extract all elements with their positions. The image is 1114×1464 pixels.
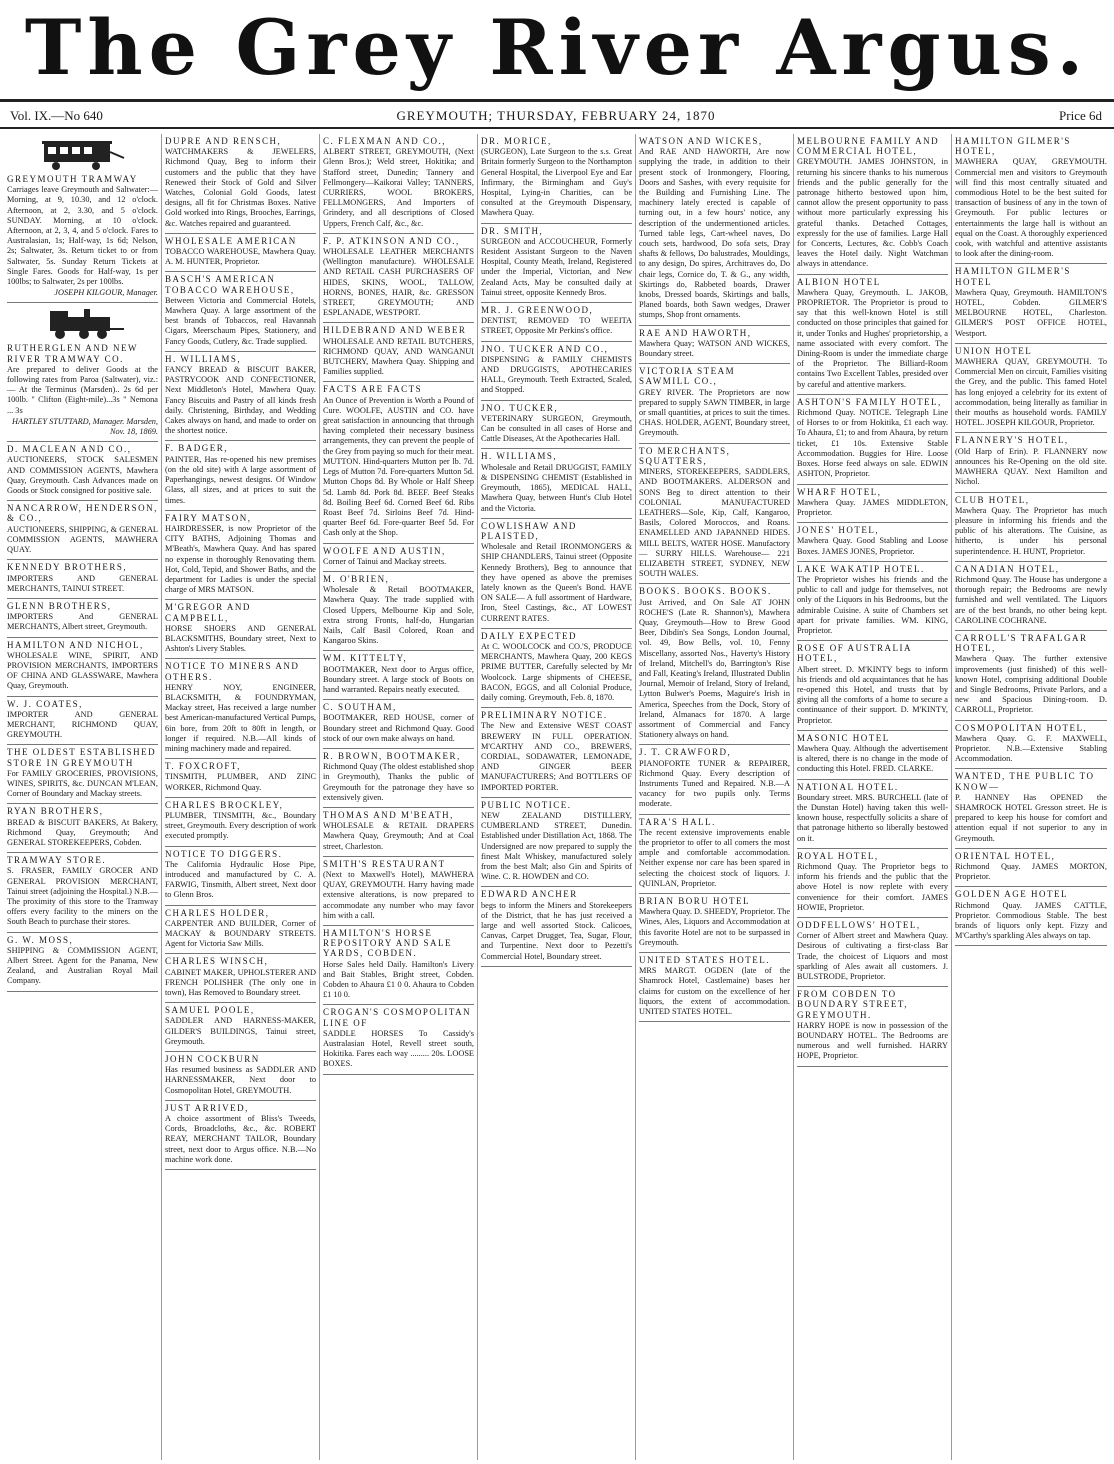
advertisement-heading: WM. KITTELTY,	[323, 653, 408, 664]
advertisement	[165, 954, 316, 1003]
advertisement-body: The Proprietor wishes his friends and the public to call and judge for themselves, not only of the Liquors in his Bedrooms, but the admirable Cuisine. A suite of Chambers set apart for private families. WM. KING, Proprietor.	[797, 574, 948, 635]
advertisement-body: Mawhera Quay. D. SHEEDY, Proprietor. The Wines, Ales, Liquors and Accommodation at this favorite Hotel are not to be surpassed in Greymouth.	[639, 907, 791, 947]
advertisement-body: Richmond Quay. JAMES CATTLE, Proprietor. Commodious Stable. The best brands of liquors only kept. Fizzy and M'Carthy's sparkling Ales always on tap.	[955, 900, 1107, 941]
advertisement-body: CABINET MAKER, UPHOLSTERER AND FRENCH POLISHER (The only one in town), Has Removed to Boundary street.	[165, 967, 316, 998]
advertisement	[797, 641, 948, 731]
advertisement	[7, 303, 158, 442]
advertisement-heading: DR. MORICE,	[481, 136, 552, 146]
advertisement	[955, 721, 1107, 770]
advertisement-body: WHOLESALE & RETAIL DRAPERS Mawhera Quay, Greymouth; And at Coal street, Charleston.	[323, 821, 474, 851]
advertisement-body: P. HANNEY Has OPENED the SHAMROCK HOTEL Gresson street. He is prepared to keep his house for comfort and attention equal if not superior to any in Greymouth.	[955, 792, 1107, 843]
advertisement-body: Richmond Quay. The Proprietor begs to inform his friends and the public that the above Hotel is now replete with every convenience for their comfort. JAMES HOWIE, Proprietor.	[797, 862, 948, 912]
advertisement-heading: NOTICE TO MINERS AND OTHERS.	[165, 661, 300, 682]
advertisement-body: IMPORTER AND GENERAL MERCHANT, RICHMOND QUAY, GREYMOUTH.	[7, 709, 158, 740]
column-4	[478, 134, 636, 1460]
dateline-rule	[0, 127, 1114, 129]
advertisement-heading: ROYAL HOTEL,	[797, 850, 879, 861]
advertisement-body: Wholesale and Retail DRUGGIST, FAMILY & DISPENSING CHEMIST (Established in Greymouth, 1865), MEDICAL HALL, Mawhera Quay, between Hunt's Club Hotel and the Victoria.	[481, 462, 632, 513]
advertisement-heading: ASHTON'S FAMILY HOTEL,	[797, 396, 942, 407]
advertisement-body: HAIRDRESSER, is now Proprietor of the CITY BATHS, Adjoining Thomas and M'Beath's, Mawhera Quay. And has spared no expense in thoroughly Renovating them. Hot, Cold, Tepid, and Shower Baths, and the department for Ladies is under the special charge of MRS MATSON.	[165, 523, 316, 595]
advertisement-body: Richmond Quay (The oldest established shop in Greymouth), Thanks the public of Greymouth for the patronage they have so extensively given.	[323, 762, 474, 802]
advertisement-heading: J. T. CRAWFORD,	[639, 747, 732, 758]
advertisement-heading: MELBOURNE FAMILY AND COMMERCIAL HOTEL,	[797, 136, 940, 157]
advertisement-heading: SMITH'S RESTAURANT	[323, 858, 446, 869]
advertisement-body: MRS MARGT. OGDEN (late of the Shamrock Hotel, Castlemaine) bases her claims for custom on the excellence of her liquors, the extent of accommodation. UNITED STATES HOTEL.	[639, 966, 790, 1017]
advertisement-body: GREY RIVER. The Proprietors are now prepared to supply SAWN TIMBER, in large or small quantities, at prices to suit the times. CHAS. HOLDER, AGENT, Boundary street, Greymouth.	[639, 387, 790, 438]
advertisement-body: MAWHERA QUAY, GREYMOUTH. Commercial men and visitors to Greymouth will find this most centrally situated and commodious Hotel to be the best suited for transaction of business of any in the town of Greymouth. For public lectures or entertainments the large hall is without an equal on the Coast. A thoroughly experienced cook, with watchful and attentive assistants to look after the dining-room.	[955, 157, 1107, 259]
advertisement	[481, 519, 632, 629]
advertisement-heading: TARA'S HALL.	[639, 816, 716, 827]
advertisement	[797, 918, 948, 987]
advertisement-heading: T. FOXCROFT,	[165, 761, 241, 772]
advertisement	[7, 853, 158, 932]
advertisement	[481, 401, 632, 450]
advertisement-body: Mawhera Quay. G. F. MAXWELL, Proprietor. N.B.—Extensive Stabling Accommodation.	[955, 733, 1107, 764]
advertisement-body: SURGEON and ACCOUCHEUR, Formerly Resident Assistant Surgeon to the Naven Hospital, County Meath, Ireland, Registered under the Imperial, Victorian, and New Zealand Acts, May be consulted daily at Tainui street, opposite Kennedy Bros.	[481, 236, 632, 297]
advertisement	[955, 631, 1107, 721]
advertisement	[481, 303, 632, 342]
advertisement-heading: COWLISHAW AND PLAISTED,	[481, 520, 577, 541]
advertisement-heading: LAKE WAKATIP HOTEL.	[797, 563, 925, 574]
advertisement	[955, 849, 1107, 888]
advertisement-body: Between Victoria and Commercial Hotels, Mawhera Quay. A large assortment of the best brands of Tobaccos, real Havannah Cigars, Meerschaum Pipes, Stationery, and Fancy Goods, Cutlery, &c. Trade supplied.	[165, 295, 316, 346]
advertisement-body: Mawhera Quay. The further extensive improvements (just finished) of this well-known Hotel, comprising additional Double and Single Bedrooms, Private Parlors, and a new and Spacious Dining-room. D. CARROLL, Proprietor.	[955, 654, 1107, 715]
advertisement-body: And RAE AND HAWORTH, Are now supplying the trade, in addition to their present stock of Ironmongery, Flooring, Doors and Sashes, with every requisite for the Building and Furnishing Line. The machinery lately erected is capable of turning out, in a few hours' notice, any description of the undermentioned articles. Turned table legs, Cart-wheel naves, Do couch sets, hardwood, Do sofa sets, Dray shafts & fellows, Do balustrades, Mouldings, to any design, Do spires, Architraves do, Do chair legs, Cornice do, T. & G., any width, Skirtings do, Rabbeted boards, Drawer knobs, Dressed boards, Skirtings and balls, Planed boards, both Sawn wedges, Drawer stumps, Shop front ornaments.	[639, 147, 790, 320]
advertisement-heading: WANTED, THE PUBLIC TO KNOW—	[955, 771, 1095, 792]
advertisement-heading: F. P. ATKINSON AND CO.,	[323, 235, 460, 246]
advertisement-body: PAINTER, Has re-opened his new premises (on the old site) with A large assortment of Paperhangings, newest designs. Of Window Glass, all sizes, and at prices to suit the times.	[165, 454, 316, 505]
advertisement-heading: MASONIC HOTEL	[797, 732, 890, 743]
advertisement-heading: NOTICE TO DIGGERS.	[165, 848, 283, 859]
advertisement-heading: M. O'BRIEN,	[323, 573, 390, 584]
advertisement-heading: R. BROWN, BOOTMAKER,	[323, 750, 461, 761]
advertisement	[165, 1003, 316, 1052]
advertisement-signature: HARTLEY STUTTARD, Manager. Marsden, Nov. 18, 1869.	[12, 416, 158, 437]
advertisement	[323, 749, 474, 808]
advertisement-body: BOOTMAKER, RED HOUSE, corner of Boundary street and Richmond Quay. Good stock of our own make always on hand.	[323, 713, 474, 743]
advertisement	[165, 441, 316, 510]
advertisement-heading: COSMOPOLITAN HOTEL,	[955, 722, 1088, 733]
advertisement	[481, 708, 632, 798]
advertisement-heading: FROM COBDEN TO BOUNDARY STREET, GREYMOUTH.	[797, 989, 909, 1020]
advertisement	[165, 134, 316, 234]
advertisement	[165, 798, 316, 847]
advertisement-heading: G. W. MOSS,	[7, 934, 74, 945]
advertisement-body: Wholesale & Retail BOOTMAKER, Mawhera Quay. The trade supplied with Closed Uppers, Melbourne Kip and Sole, extra strong Fronts, half-do, Hungarian Nails, Calf Basil Colored, Roan and Kangaroo Skins.	[323, 585, 474, 646]
advertisement-body: Corner of Tainui and Mackay streets.	[323, 556, 447, 566]
advertisement-heading: WHOLESALE AMERICAN	[165, 235, 297, 246]
advertisement-heading: M'GREGOR AND CAMPBELL,	[165, 602, 251, 623]
advertisement-heading: JNO. TUCKER,	[481, 402, 559, 413]
advertisement	[7, 697, 158, 746]
advertisement-body: (Old Harp of Erin). P. FLANNERY now announces his Re-Opening on the old site. MAWHERA QUAY. Next Hamilton and Nichol.	[955, 446, 1107, 487]
advertisement	[797, 731, 948, 780]
advertisement-body: Just Arrived, and On Sale AT JOHN ROCHE'S (Late R. Shannon's), Mawhera Quay, Greymouth—How to Brew Good Beer, Dibdin's Sea Songs, London Journal, vol. 49, Bow Bells, vol. 10, Fenny Miscellany, assorted Nos., Haverty's History of Ireland, Mitchell's do, Barrington's Rise and Fall, Keating's Ireland, Illustrated Dublin Journal, Memoir of Ireland, Story of Ireland, Lytton Bulwer's Poems, Maguire's Irish in America, Speeches from the Dock, Story of Ireland, Almanacs for 1870. A large assortment of Commercial and Fancy Stationery always on hand.	[639, 597, 790, 740]
advertisement-heading: JOHN COCKBURN	[165, 1054, 260, 1065]
advertisement-heading: WATSON AND WICKES,	[639, 136, 763, 146]
advertisement	[797, 275, 948, 395]
advertisement	[639, 364, 790, 443]
advertisement-body: BREAD & BISCUIT BAKERS, At Bakery, Richmond Quay, Greymouth; And GENERAL STOREKEEPERS, Cobden.	[7, 817, 158, 847]
advertisement	[797, 987, 948, 1066]
advertisement-heading: FLANNERY'S HOTEL,	[955, 435, 1069, 446]
advertisement-heading: CHARLES BROCKLEY,	[165, 799, 284, 810]
advertisement	[797, 134, 948, 275]
advertisement-body: The New and Extensive WEST COAST BREWERY IN FULL OPERATION. M'CARTHY AND CO., BREWERS, CORDIAL, SODAWATER, LEMONADE, AND GINGER BEER MANUFACTURERS; And BOTTLERS OF IMPORTED PORTER.	[481, 721, 632, 792]
advertisement-body: HENRY NOY, ENGINEER, BLACKSMITH, & FOUNDRYMAN, Mackay street, Has received a large number best American-manufactured Vertical Pumps, 6in bore, from 20ft to 80ft in length, or longer if required. N.B.—All kinds of mining machinery made and repaired.	[165, 682, 316, 753]
advertisement-heading: F. BADGER,	[165, 443, 229, 454]
advertisement-body: NEW ZEALAND DISTILLERY, CUMBERLAND STREET, Dunedin. Established under Distillation Act, 1868. The Undersigned are now prepared to supply the finest Malt Whiskey, manufactured solely from the best Malt; also Gin and Spirits of Wine. C. R. HOWDEN and CO.	[481, 810, 632, 882]
column-2	[162, 134, 320, 1460]
advertisement	[7, 501, 158, 560]
advertisement-body: begs to inform the Miners and Storekeepers of the District, that he has just received a large and well assorted Stock. Calicoes, Canvas, Carpet Drugget, Tea, Sugar, Flour, and Turpentine. Next door to Pezetti's Commercial Hotel, Boundary street.	[481, 900, 632, 961]
column-6	[794, 134, 952, 1460]
masthead-rule	[0, 99, 1114, 102]
advertisement-heading: DUPRE AND RENSCH,	[165, 136, 282, 146]
advertisement	[955, 264, 1107, 343]
advertisement	[165, 759, 316, 798]
advertisement-body: VETERINARY SURGEON, Greymouth, Can be consulted in all cases of Horse and Cattle Diseases, At the Apothecaries Hall.	[481, 413, 632, 444]
advertisement	[639, 444, 790, 585]
advertisement-body: Mawhera Quay. Although the advertisement is altered, there is no change in the mode of conducting this Hotel. FRED. CLARKE.	[797, 743, 948, 774]
advertisement-heading: JUST ARRIVED,	[165, 1102, 249, 1113]
advertisement-heading: KENNEDY BROTHERS,	[7, 562, 128, 573]
advertisement	[7, 599, 158, 638]
advertisement-body: WHOLESALE LEATHER MERCHANTS (Wellington manufacture). WHOLESALE AND RETAIL CASH PURCHASERS OF HIDES, SKINS, WOOL, TALLOW, HORNS, BONES, HAIR, &c. GRESSON STREET, GREYMOUTH; AND ESPLANADE, WESTPORT.	[323, 247, 474, 318]
advertisement	[165, 1052, 316, 1101]
advertisement	[7, 442, 158, 501]
advertisement	[955, 769, 1107, 848]
advertisement	[165, 847, 316, 906]
advertisement-heading: NATIONAL HOTEL.	[797, 781, 899, 792]
advertisement-heading: RYAN BROTHERS,	[7, 806, 104, 817]
advertisement	[639, 745, 790, 814]
advertisement-heading: ROSE OF AUSTRALIA HOTEL,	[797, 643, 912, 664]
advertisement-heading: CLUB HOTEL,	[955, 494, 1030, 505]
locomotive-icon	[38, 307, 128, 341]
advertisement	[639, 134, 790, 326]
advertisement-heading: UNITED STATES HOTEL.	[639, 955, 771, 966]
advertisement-heading: HILDEBRAND AND WEBER	[323, 325, 467, 336]
advertisement	[7, 745, 158, 804]
column-7	[952, 134, 1110, 1460]
column-3	[320, 134, 478, 1460]
advertisement-body: Mawhera Quay, Greymouth. L. JAKOB, PROPRIETOR. The Proprietor is proud to say that this well-known Hotel is still conducted on those principles that gained for it, under Tonks and Hughes' proprietorship, a name associated with every comfort. The Dining-Room is under the immediate charge of the Proprietor. The Billiard-Room contains Two Excellent Tables, presided over by careful and attentive markers.	[797, 287, 948, 389]
advertisement-body: (Next to Maxwell's Hotel), MAWHERA QUAY, GREYMOUTH. Harry having made extensive alterations, is now prepared to accommodate any number who may favor him with a call.	[323, 870, 474, 920]
advertisement-heading: W. J. COATES,	[7, 698, 83, 709]
advertisement	[165, 659, 316, 759]
advertisement-heading: JONES' HOTEL,	[797, 525, 880, 536]
advertisement-body: An Ounce of Prevention is Worth a Pound of Cure. WOOLFE, AUSTIN and CO. have great satisfaction in announcing that through having completed their necessary business arrangements, they can prevent the people of the Grey from paying so much for their meat. MUTTON. Hind-quarters Mutton per lb. 7d. Legs of Mutton 7d. Fore-quarters Mutton 5d. Mutton Chops 8d. By Whole or Half Sheep 5d. Lamb 8d. Pork 8d. BEEF. Beef Steaks 8d. Boiling Beef 6d. Corned Beef 6d. Ribs Roast Beef 7d. Sirloins Beef 7d. Hind-quarter Beef 6d. Fore-quarter Beef 5d. For Cash only at the Shop.	[323, 395, 474, 538]
advertisement	[639, 584, 790, 745]
advertisement-body: Boundary street. MRS. BURCHELL (late of the Dunstan Hotel) having taken this well-known house, respectfully solicits a share of that patronage hitherto so liberally bestowed on it.	[797, 792, 948, 843]
advertisement-heading: TRAMWAY STORE.	[7, 855, 107, 866]
advertisement	[323, 651, 474, 700]
advertisement	[481, 887, 632, 966]
advertisement-heading: WHARF HOTEL,	[797, 486, 882, 497]
advertisement-heading: TO MERCHANTS, SQUATTERS,	[639, 445, 731, 466]
advertisement-heading: CANADIAN HOTEL,	[955, 563, 1060, 574]
advertisement-body: Corner of Albert street and Mawhera Quay. Desirous of cultivating a first-class Bar Trade, the choicest of Liquors and most sparkling of Ales await all customers. J. BULSTRODE, Proprietor.	[797, 931, 948, 982]
advertisement-heading: DAILY EXPECTED	[481, 630, 578, 641]
advertisement-body: Mawhera Quay; WATSON AND WICKES, Boundary street.	[639, 338, 790, 359]
advertisement	[7, 134, 158, 303]
advertisement-heading: EDWARD ANCHER	[481, 889, 578, 900]
advertisement-heading: JNO. TUCKER AND CO.,	[481, 343, 609, 354]
advertisement-body: At C. WOOLCOCK and CO.'S, PRODUCE MERCHANTS, Mawhera Quay, 200 KEGS PRIME BUTTER, Carefully selected by Mr Woolcock. Large shipments of CHEESE, BACON, EGGS, and all Colonial Produce, daily coming. Greymouth, Feb. 8, 1870.	[481, 641, 632, 702]
advertisement-body: TINSMITH, PLUMBER, AND ZINC WORKER, Richmond Quay.	[165, 772, 316, 792]
advertisement-body: Wholesale and Retail IRONMONGERS & SHIP CHANDLERS, Tainui street (Opposite Kennedy Brothers), Beg to announce that they have opened as above the premises lately known as the Queen's Bond. HAVE ON SALE— A full assortment of Hardware, Iron, Steel Castings, &c., AT LOWEST CURRENT RATES.	[481, 542, 632, 623]
advertisement	[797, 562, 948, 641]
advertisement-body: S. FRASER, FAMILY GROCER AND GENERAL PROVISION MERCHANT, Tainui street (adjoining the Hospital.) N.B.—The proximity of this store to the Tramway offers every facility to the miners on the South Beach to purchase their stores.	[7, 866, 158, 927]
advertisement-body: SADDLE HORSES To Cassidy's Australasian Hotel, Revell street south, Hokitika. Fares each way ......... 20s. LOOSE BOXES.	[323, 1028, 474, 1069]
advertisement-heading: CARROLL'S TRAFALGAR HOTEL,	[955, 632, 1088, 654]
advertisement	[481, 134, 632, 224]
newspaper-title: The Grey River Argus.	[24, 3, 1090, 92]
advertisement-body: (SURGEON), Late Surgeon to the s.s. Great Britain formerly Surgeon to the Northampton General Hospital, the Liverpool Eye and Ear Infirmary, the Birmingham and Guy's Hospital, Lying-in Charities, can be consulted at the Greymouth Dispensary, Mawhera Quay.	[481, 147, 632, 218]
advertisement	[797, 849, 948, 918]
advertisement	[481, 449, 632, 518]
advertisement-body: MAWHERA QUAY, GREYMOUTH. To Commercial Men on circuit, Families visiting the Grey, and the public. This famed Hotel has long enjoyed a celebrity for its extent of accommodation, being literally as familiar in their mouths as household words. FAMILY HOTEL. JOSEPH KILGOUR, Proprietor.	[955, 357, 1107, 428]
advertisement	[323, 857, 474, 926]
advertisement	[165, 906, 316, 955]
issue-date: GREYMOUTH; THURSDAY, FEBRUARY 24, 1870	[396, 108, 716, 123]
advertisement-heading: HAMILTON GILMER'S HOTEL,	[955, 136, 1071, 157]
advertisement-heading: BASCH'S AMERICAN TOBACCO WAREHOUSE,	[165, 274, 295, 295]
advertisement-heading: WOOLFE AND AUSTIN,	[323, 545, 446, 556]
advertisement-heading: NANCARROW, HENDERSON, & CO.,	[7, 503, 158, 524]
advertisement-heading: SAMUEL POOLE,	[165, 1005, 255, 1016]
column-1	[4, 134, 162, 1460]
advertisement-body: ALBERT STREET, GREYMOUTH, (Next Glenn Bros.); Weld street, Hokitika; and Stafford street, Dunedin; Tannery and Fellmongery—Kaikorai Valley; TANNERS, CURRIERS, WOOL BROKERS, FELLMONGERS, And Importers of Grindery, and all descriptions of Closed Uppers, French Calf, &c., &c.	[323, 147, 474, 228]
advertisement-heading: ALBION HOTEL	[797, 276, 881, 287]
advertisement	[323, 700, 474, 749]
advertisement-body: PLUMBER, TINSMITH, &c., Boundary street, Greymouth. Every description of work executed promptly.	[165, 810, 316, 841]
advertisement-heading: D. MACLEAN AND CO.,	[7, 444, 132, 455]
advertisement-body: WHOLESALE AND RETAIL BUTCHERS, RICHMOND QUAY, AND WANGANUI BUTCHERY, Mawhera Quay. Shipping and Families supplied.	[323, 336, 474, 377]
advertisement-body: Mawhera Quay. Good Stabling and Loose Boxes. JAMES JONES, Proprietor.	[797, 536, 948, 556]
advertisement-heading: C. SOUTHAM,	[323, 702, 397, 713]
advertisement	[323, 234, 474, 324]
advertisement-heading: HAMILTON'S HORSE REPOSITORY AND SALE YARDS, COBDEN.	[323, 928, 453, 959]
advertisement-body: Horse Sales held Daily. Hamilton's Livery and Bait Stables, Bright street, Cobden. Cobden to Ahaura £1 0 0. Ahaura to Cobden £1 10 0.	[323, 959, 474, 1000]
advertisement	[481, 342, 632, 401]
advertisement-body: WATCHMAKERS & JEWELERS, Richmond Quay, Beg to inform their customers and the public that they have Renewed their Stock of Gold and Silver Watches, Colonial Gold Goods, latest designs, all fit for Christmas Boxes. Native Gold worked into Rings, Brooches, Earrings, &c. Watches repaired and guaranteed.	[165, 147, 316, 228]
advertisement-body: Mawhera Quay. The Proprietor has much pleasure in informing his friends and the public of his alterations. The Cuisine, as hitherto, is under his personal superintendence. H. HUNT, Proprietor.	[955, 505, 1107, 556]
advertisement-heading: FAIRY MATSON,	[165, 512, 252, 523]
advertisement-heading: PUBLIC NOTICE.	[481, 799, 572, 810]
advertisement-body: Mawhera Quay. JAMES MIDDLETON, Proprietor.	[797, 497, 948, 517]
advertisement	[323, 572, 474, 651]
volume-number: Vol. IX.—No 640	[10, 108, 103, 123]
advertisement	[797, 780, 948, 849]
advertisement-body: PIANOFORTE TUNER & REPAIRER, Richmond Quay. Every description of Instruments Tuned and Repaired. N.B.—A vacancy for two pupils only. Terms moderate.	[639, 758, 790, 809]
advertisement	[955, 887, 1107, 946]
advertisement	[7, 933, 158, 992]
advertisement	[323, 1005, 474, 1074]
advertisement-heading: MR. J. GREENWOOD,	[481, 305, 594, 316]
advertisement-body: MINERS, STOREKEEPERS, SADDLERS, AND BOOTMAKERS. ALDERSON and SONS Beg to direct attention to their COLONIAL MANUFACTURED LEATHERS—Sole, Kip, Calf, Kangaroo, Basils, Colored Moroccos, and Roans. ENAMELLED AND JAPANNED HIDES. MILL BELTS, WATER HOSE. Manufactory— SURRY HILLS. Warehouse— 221 ELIZABETH STREET, SYDNEY, NEW SOUTH WALES.	[639, 467, 790, 579]
advertisement-heading: THE OLDEST ESTABLISHED STORE IN GREYMOUTH	[7, 747, 157, 768]
advertisement	[955, 433, 1107, 492]
advertisement-heading: PRELIMINARY NOTICE.	[481, 710, 608, 721]
advertisement-body: BOOTMAKER, Next door to Argus office, Boundary street. A large stock of Boots on hand warranted. Repairs neatly executed.	[323, 664, 474, 694]
advertisement-heading: CHARLES HOLDER,	[165, 907, 270, 918]
advertisement	[797, 395, 948, 485]
masthead	[0, 0, 1114, 98]
advertisement	[7, 560, 158, 599]
advertisement-heading: UNION HOTEL	[955, 345, 1033, 356]
advertisement-heading: BRIAN BORU HOTEL	[639, 896, 750, 907]
advertisement	[639, 326, 790, 365]
advertisement-body: Has resumed business as SADDLER AND HARNESSMAKER, Next door to Cosmopolitan Hotel, GREYMOUTH.	[165, 1065, 316, 1095]
advertisement-heading: BOOKS. BOOKS. BOOKS.	[639, 586, 772, 597]
advertisement-body: GREYMOUTH. JAMES JOHNSTON, in returning his sincere thanks to his numerous friends and the public generally for the patronage hitherto bestowed upon him, cannot allow the present opportunity to pass without more particularly expressing his grateful thanks. Detached Cottages, expressly for the use of families. Large Hall for Concerts, Lectures, &c. Cobb's Coach leaves the Hotel daily. Night Watchman always in attendance.	[797, 157, 948, 269]
advertisement-body: TOBACCO WAREHOUSE, Mawhera Quay. A. M. HUNTER, Proprietor.	[165, 247, 316, 267]
tram-carriage-icon	[38, 138, 128, 172]
advertisement	[7, 804, 158, 853]
advertisement-body: The recent extensive improvements enable the proprietor to offer to all comers the most ample and comfortable accommodation. Neither expense nor care has been spared in selecting the choicest stock of liquors. J. QUINLAN, Proprietor.	[639, 827, 790, 888]
advertisement	[639, 815, 790, 894]
advertisement-body: DISPENSING & FAMILY CHEMISTS AND DRUGGISTS, APOTHECARIES HALL, Greymouth. Teeth Extracted, Scaled, and Stopped.	[481, 354, 632, 395]
advertisement	[165, 272, 316, 351]
advertisement-columns	[4, 134, 1110, 1460]
advertisement-body: AUCTIONEERS, SHIPPING, & GENERAL COMMISSION AGENTS, MAWHERA QUAY.	[7, 524, 158, 555]
advertisement	[323, 382, 474, 543]
advertisement	[323, 134, 474, 234]
advertisement	[323, 544, 474, 572]
advertisement-heading: ORIENTAL HOTEL,	[955, 850, 1056, 861]
advertisement-body: WHOLESALE WINE, SPIRIT, AND PROVISION MERCHANTS, IMPORTERS OF CHINA AND GLASSWARE, Mawhera Quay, Greymouth.	[7, 650, 158, 691]
advertisement	[165, 234, 316, 273]
advertisement-heading: CHARLES WINSCH,	[165, 956, 269, 967]
advertisement-heading: HAMILTON GILMER'S HOTEL	[955, 266, 1071, 287]
advertisement-heading: GOLDEN AGE HOTEL	[955, 889, 1068, 900]
advertisement-body: For FAMILY GROCERIES, PROVISIONS, WINES, SPIRITS, &c. DUNCAN M'LEAN, Corner of Boundary and Mackay streets.	[7, 768, 158, 799]
advertisement-heading: CROGAN'S COSMOPOLITAN LINE OF	[323, 1007, 472, 1028]
advertisement-body: IMPORTERS And GENERAL MERCHANTS, Albert street, Greymouth.	[7, 612, 158, 632]
advertisement-heading: HAMILTON AND NICHOL,	[7, 639, 144, 650]
advertisement	[955, 562, 1107, 631]
advertisement-body: SHIPPING & COMMISSION AGENT, Albert Street. Agent for the Panama, New Zealand, and Australian Royal Mail Company.	[7, 945, 158, 986]
advertisement-heading: FACTS ARE FACTS	[323, 384, 423, 395]
advertisement-body: SADDLER AND HARNESS-MAKER, GILDER'S BUILDINGS, Tainui street, Greymouth.	[165, 1016, 316, 1046]
dateline-bar	[6, 108, 1106, 124]
advertisement-heading: VICTORIA STEAM SAWMILL CO.,	[639, 366, 736, 387]
advertisement	[955, 134, 1107, 264]
advertisement-heading: RAE AND HAWORTH,	[639, 327, 752, 338]
advertisement-body: DENTIST, REMOVED TO WEEITA STREET, Opposite Mr Perkins's office.	[481, 316, 632, 336]
advertisement	[7, 638, 158, 697]
advertisement	[481, 629, 632, 708]
advertisement-body: FANCY BREAD & BISCUIT BAKER, PASTRYCOOK AND CONFECTIONER, Next Middleton's Hotel, Mawhera Quay. Fancy Biscuits and Pastry of all kinds fresh daily. Christening, Birthday, and Wedding Cakes always on hand, and made to order on the shortest notice.	[165, 365, 316, 436]
advertisement-heading: RUTHERGLEN AND NEW RIVER TRAMWAY CO.	[7, 343, 138, 364]
advertisement-heading: GREYMOUTH TRAMWAY	[7, 174, 138, 184]
advertisement-body: CARPENTER AND BUILDER, Corner of MACKAY & BOUNDARY STREETS. Agent for Victoria Saw Mills.	[165, 918, 316, 949]
issue-price: Price 6d	[1059, 108, 1102, 123]
advertisement	[797, 523, 948, 562]
advertisement	[481, 798, 632, 888]
advertisement-heading: ODDFELLOWS' HOTEL,	[797, 920, 921, 931]
advertisement	[323, 808, 474, 857]
advertisement	[165, 511, 316, 601]
advertisement	[639, 894, 790, 953]
column-5	[636, 134, 794, 1460]
advertisement-body: HORSE SHOERS AND GENERAL BLACKSMITHS, Boundary street, Next to Ashton's Livery Stables.	[165, 623, 316, 654]
advertisement-body: The California Hydraulic Hose Pipe, introduced and manufactured by C. A. FARWIG, Tinsmith, Albert street, Next door to Glenn Bros.	[165, 859, 316, 900]
advertisement	[165, 352, 316, 442]
advertisement-body: Richmond Quay. JAMES MORTON, Proprietor.	[955, 862, 1107, 882]
advertisement	[481, 224, 632, 303]
advertisement-body: Mawhera Quay, Greymouth. HAMILTON'S HOTEL, Cobden. GILMER'S MELBOURNE HOTEL, Charleston. GILMER'S POST OFFICE HOTEL, Westport.	[955, 287, 1107, 338]
advertisement-heading: DR. SMITH,	[481, 225, 544, 236]
advertisement-body: A choice assortment of Bliss's Tweeds, Cords, Broadcloths, &c., &c. ROBERT REAY, MERCHANT TAILOR, Boundary street, next door to Argus office. N.B.—No machine work done.	[165, 1114, 316, 1164]
advertisement-heading: THOMAS AND M'BEATH,	[323, 809, 454, 820]
advertisement-heading: H. WILLIAMS,	[481, 451, 558, 462]
advertisement	[639, 953, 790, 1022]
advertisement-body: Richmond Quay. The House has undergone a thorough repair; the Bedrooms are newly furnished and well ventilated. The Liquors are of the best brands, no other being kept. CAROLINE COCHRANE.	[955, 574, 1107, 625]
advertisement	[955, 344, 1107, 434]
advertisement-body: HARRY HOPE is now in possession of the BOUNDARY HOTEL. The Bedrooms are numerous and well furnished. HARRY HOPE, Proprietor.	[797, 1020, 948, 1061]
advertisement-signature: JOSEPH KILGOUR, Manager.	[54, 288, 158, 298]
advertisement-body: IMPORTERS AND GENERAL MERCHANTS, TAINUI STREET.	[7, 573, 158, 593]
advertisement-body: Albert street. D. M'KINTY begs to inform his friends and old acquaintances that he has re-opened this Hotel, and trusts that by giving all the comforts of a home to secure a continuance of their support. D. M'KINTY, Proprietor.	[797, 664, 948, 725]
advertisement-heading: C. FLEXMAN AND CO.,	[323, 136, 447, 146]
advertisement	[323, 926, 474, 1005]
advertisement	[955, 493, 1107, 562]
advertisement	[323, 323, 474, 382]
advertisement-heading: H. WILLIAMS,	[165, 353, 242, 364]
advertisement	[797, 485, 948, 524]
advertisement-heading: GLENN BROTHERS,	[7, 600, 112, 611]
advertisement	[165, 600, 316, 659]
advertisement-body: Carriages leave Greymouth and Saltwater:—Morning, at 9, 10.30, and 12 o'clock. Afternoon, at 2, 3.30, and 5 o'clock. SUNDAY. Morning, at 10 o'clock. Afternoon, at 2, 3, 4, and 5 o'clock. Fares to Australasian, 1s; Half-way, 1s 6d; Nelson, 2s; Saltwater, 3s. Return ticket to or from Saltwater, 5s. Sunday Return Tickets at Single Fares. Goods for Half-way, 1s per 100lbs; to Saltwater, 2s per 100lbs.	[7, 185, 158, 287]
advertisement-body: AUCTIONEERS, STOCK SALESMEN AND COMMISSION AGENTS, Mawhera Quay, Greymouth. Cash Advances made on Goods or Stock consigned for positive sale.	[7, 455, 158, 496]
advertisement	[165, 1101, 316, 1170]
advertisement-body: Are prepared to deliver Goods at the following rates from Paroa (Saltwater), viz.:— At the Terminus (Marsden).. 2s 6d per 100lb. " Clifton (Eight-mile)...3s " Nemona ... 3s	[7, 364, 158, 415]
advertisement-body: Richmond Quay. NOTICE. Telegraph Line of Horses to or from Hokitika, £1 each way. To Ahaura, £1; to and from Ahaura, by return ticket, £1 10s. Extensive Stable Accommodation. Buggies for Hire. Loose Boxes. Horse feed always on sale. EDWIN ASHTON, Proprietor.	[797, 408, 948, 479]
